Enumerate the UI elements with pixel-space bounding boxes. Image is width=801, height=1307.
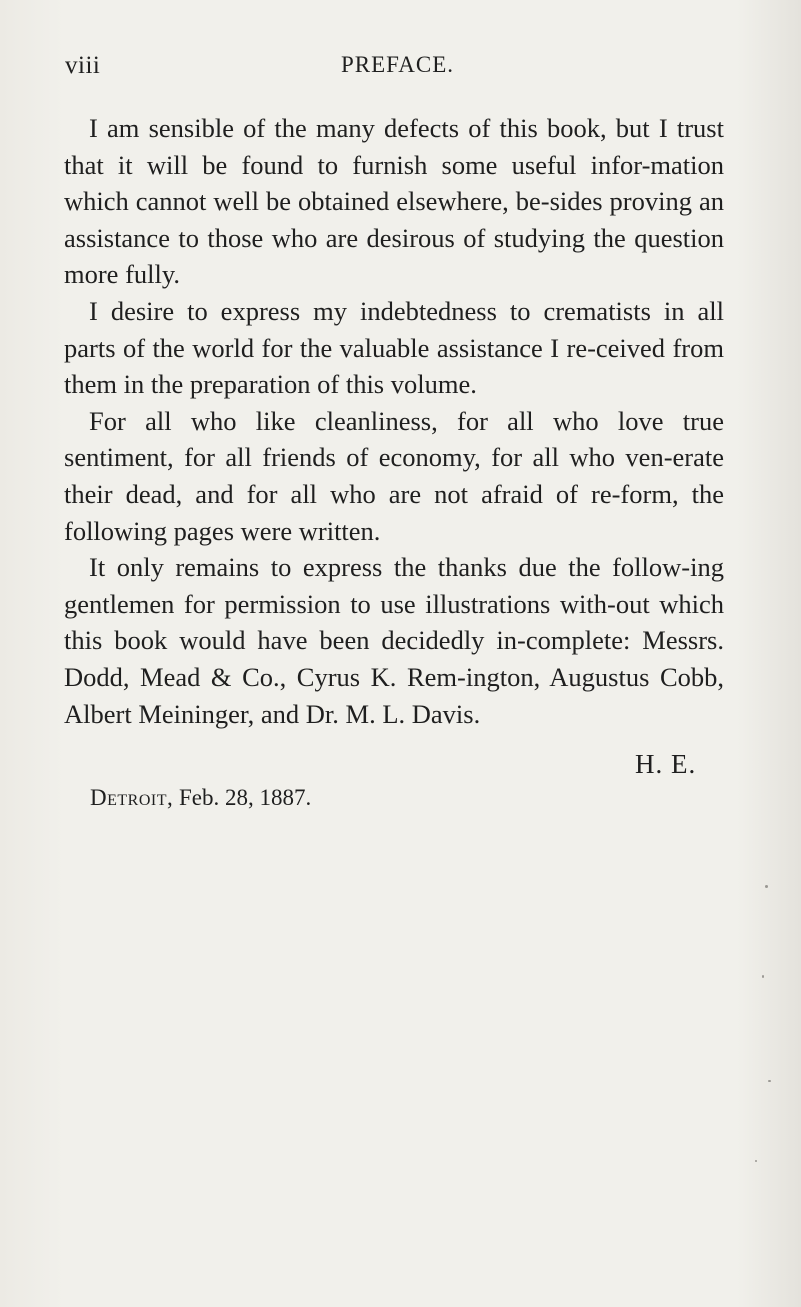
author-initials: H. E.	[635, 749, 697, 779]
paper-speck	[768, 1080, 771, 1082]
running-head: PREFACE.	[341, 52, 455, 77]
dateline-city: Detroit,	[90, 785, 174, 810]
paragraph-4: It only remains to express the thanks due the follow-ing gentlemen for permission to use illustrations with-out which this book would have been decidedly in-complete: Messrs. Dodd, Mead & Co., Cyrus K. Rem-ington, Augustus Cobb, Albert Meininger, and Dr. M. L. Davis.	[64, 552, 724, 729]
paper-speck	[765, 885, 768, 888]
preface-body	[64, 110, 724, 732]
paper-speck	[762, 975, 764, 978]
page-header	[65, 52, 741, 82]
dateline-date: Feb. 28, 1887.	[179, 785, 312, 810]
paper-speck	[755, 1160, 757, 1162]
paragraph-2: I desire to express my indebtedness to crematists in all parts of the world for the valuable assistance I re-ceived from them in the preparation of this volume.	[64, 295, 724, 400]
paragraph-1: I am sensible of the many defects of this book, but I trust that it will be found to furnish some useful infor-mation which cannot well be obtained elsewhere, be-sides proving an assistance to those who are desirous of studying the question more fully.	[64, 113, 724, 290]
page-number: viii	[65, 52, 101, 79]
paragraph-3: For all who like cleanliness, for all who love true sentiment, for all friends of economy, for all who ven-erate their dead, and for all who are not afraid of re-form, the following pages were written.	[64, 405, 724, 546]
dateline	[90, 785, 311, 811]
